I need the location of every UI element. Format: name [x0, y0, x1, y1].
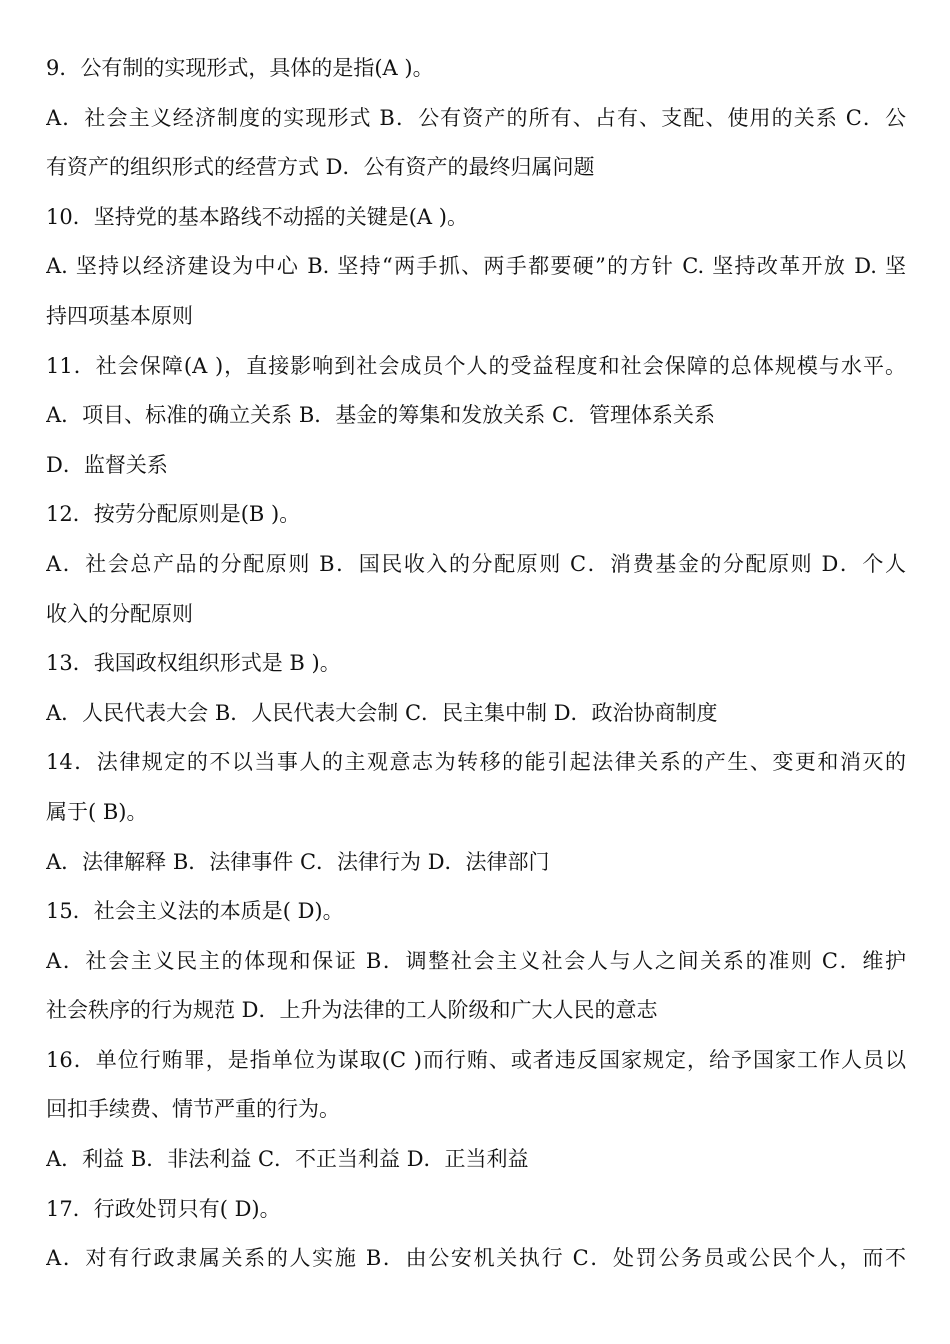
question-14-options: A．法律解释 B．法律事件 C．法律行为 D．法律部门 [46, 849, 550, 874]
document-page [46, 44, 906, 1284]
question-16-stem-line-2: 回扣手续费、情节严重的行为。 [46, 1097, 340, 1122]
question-17-options-line-1: A．对有行政隶属关系的人实施 B．由公安机关执行 C．处罚公务员或公民个人，而不 [46, 1246, 906, 1271]
question-9-options-line-1: A．社会主义经济制度的实现形式 B．公有资产的所有、占有、支配、使用的关系 C．公 [46, 105, 906, 130]
question-13-options: A．人民代表大会 B．人民代表大会制 C．民主集中制 D．政治协商制度 [46, 700, 718, 725]
question-17-stem: 17．行政处罚只有( D)。 [46, 1196, 281, 1221]
question-12-options-line-1: A．社会总产品的分配原则 B．国民收入的分配原则 C．消费基金的分配原则 D．个人 [46, 551, 906, 576]
question-16-options: A．利益 B．非法利益 C．不正当利益 D．正当利益 [46, 1147, 529, 1172]
question-16-stem-line-1: 16．单位行贿罪，是指单位为谋取(C )而行贿、或者违反国家规定，给予国家工作人员以 [46, 1047, 906, 1072]
question-12-options-line-2: 收入的分配原则 [46, 601, 193, 626]
question-9-stem: 9．公有制的实现形式，具体的是指(A )。 [46, 56, 434, 80]
question-10-options-line-2: 持四项基本原则 [46, 303, 193, 328]
question-14-stem-line-1: 14．法律规定的不以当事人的主观意志为转移的能引起法律关系的产生、变更和消灭的 [46, 750, 906, 775]
question-10-stem: 10．坚持党的基本路线不动摇的关键是(A )。 [46, 204, 468, 229]
question-11-options-line-2: D．监督关系 [46, 452, 168, 477]
question-9-options-line-2: 有资产的组织形式的经营方式 D．公有资产的最终归属问题 [46, 155, 595, 180]
question-11-options-line-1: A．项目、标准的确立关系 B．基金的筹集和发放关系 C．管理体系关系 [46, 403, 716, 428]
question-11-stem: 11．社会保障(A )，直接影响到社会成员个人的受益程度和社会保障的总体规模与水平。 [46, 353, 906, 378]
question-13-stem: 13．我国政权组织形式是 B )。 [46, 651, 341, 676]
question-12-stem: 12．按劳分配原则是(B )。 [46, 502, 301, 527]
question-14-stem-line-2: 属于( B)。 [46, 799, 148, 824]
question-10-options-line-1: A. 坚持以经济建设为中心 B. 坚持“两手抓、两手都要硬”的方针 C. 坚持改革开放 D. 坚 [46, 254, 906, 279]
question-15-stem: 15．社会主义法的本质是( D)。 [46, 899, 344, 924]
question-15-options-line-1: A．社会主义民主的体现和保证 B．调整社会主义社会人与人之间关系的准则 C．维护 [46, 948, 906, 973]
question-15-options-line-2: 社会秩序的行为规范 D．上升为法律的工人阶级和广大人民的意志 [46, 998, 658, 1023]
